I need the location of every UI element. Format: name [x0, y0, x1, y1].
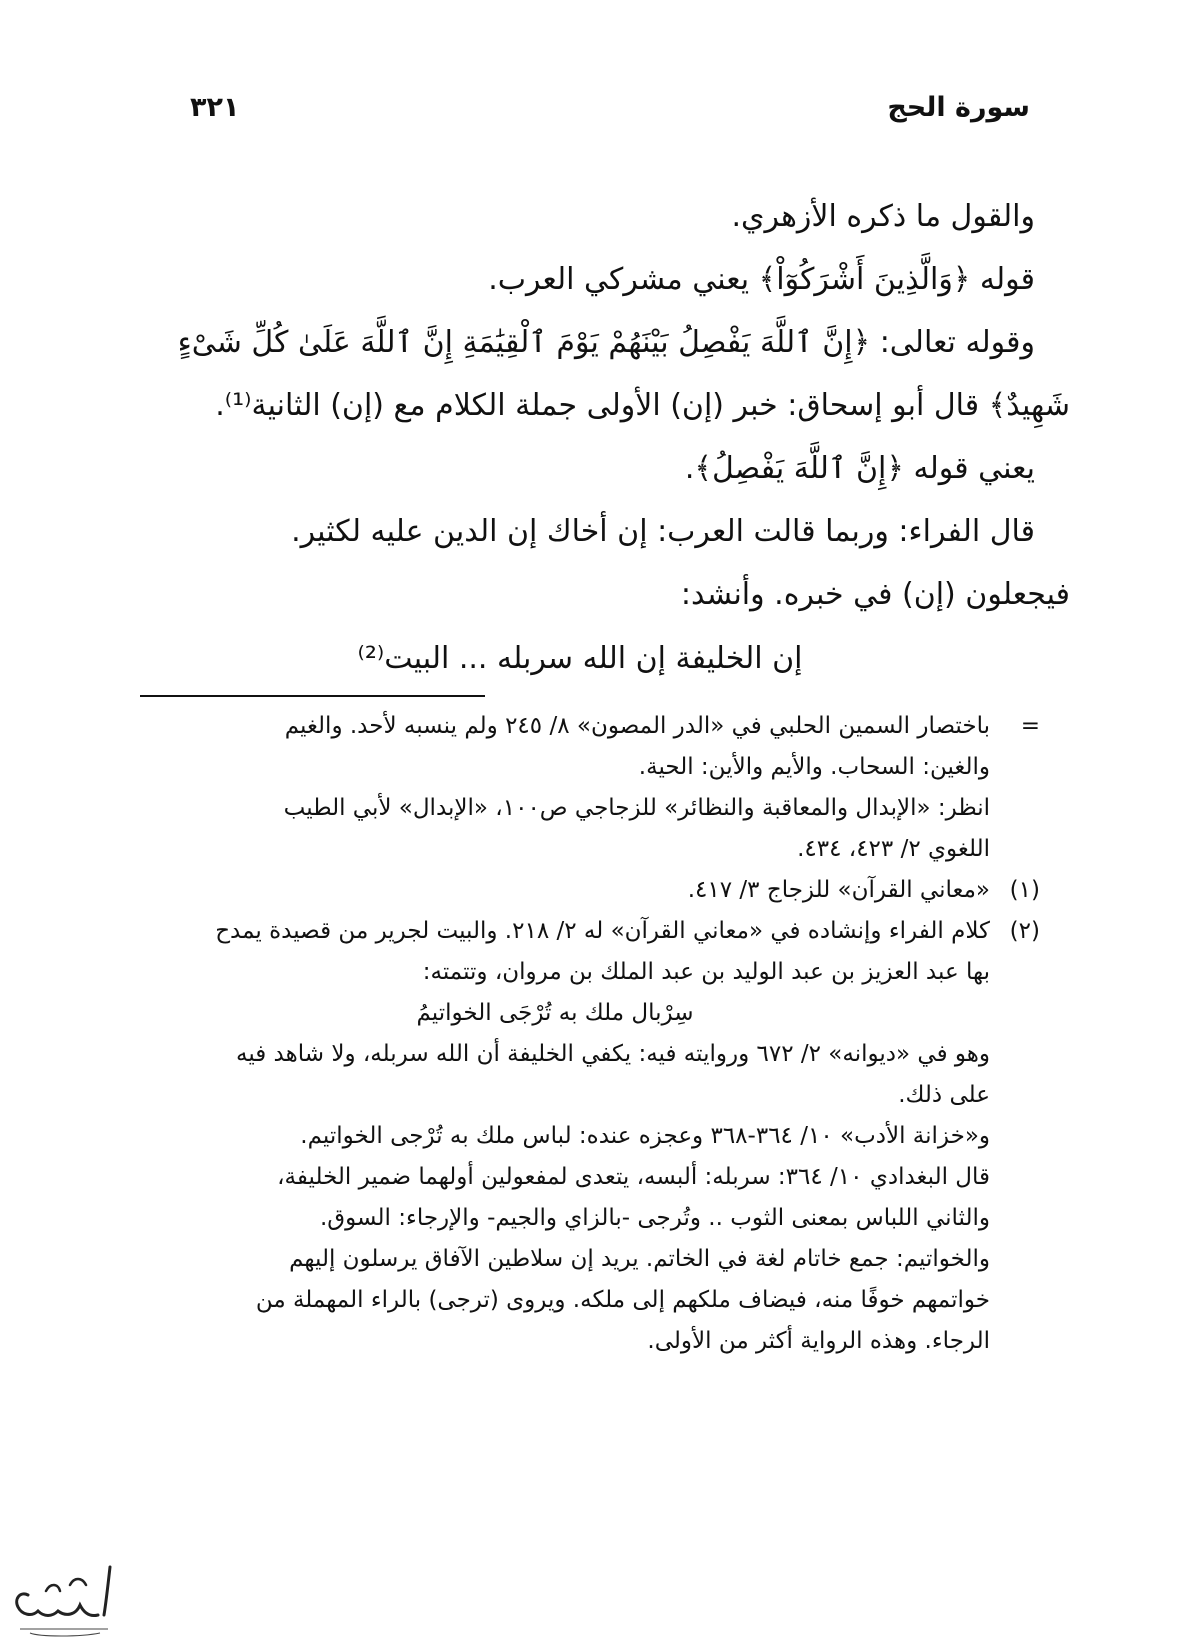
footnote-line: الرجاء. وهذه الرواية أكثر من الأولى.: [647, 1328, 990, 1354]
footnote-poem: سِرْبال ملك به تُرْجَى الخواتيمُ: [416, 1000, 694, 1026]
text-line: فيجعلون (إن) في خبره. وأنشد:: [680, 577, 1070, 612]
footnote-line: [120, 706, 1040, 747]
footnote-line: و«خزانة الأدب» ١٠/ ٣٦٤-٣٦٨ وعجزه عنده: لباس ملك به تُرْجى الخواتيم.: [300, 1123, 990, 1149]
footnote-number: (١): [1009, 877, 1040, 903]
footnote-line: والغين: السحاب. والأيم والأين: الحية.: [638, 754, 990, 780]
footnote-1: [120, 870, 1040, 911]
footnote-line: وهو في «ديوانه» ٢/ ٦٧٢ وروايته فيه: يكفي الخليفة أن الله سربله، ولا شاهد فيه: [235, 1041, 990, 1067]
text-line: شَهِيدٌ﴾ قال أبو إسحاق: خبر (إن) الأولى جملة الكلام مع (إن) الثانية⁽¹⁾.: [215, 388, 1070, 423]
text-line: قوله ﴿وَالَّذِينَ أَشْرَكُوٓاْ﴾ يعني مشركي العرب.: [488, 262, 1035, 297]
footnote-line: والخواتيم: جمع خاتام لغة في الخاتم. يريد إن سلاطين الآفاق يرسلون إليهم: [289, 1246, 990, 1272]
page-number: ٣٢١: [190, 92, 240, 123]
footnote-2: [120, 911, 1040, 952]
footnote-text: «معاني القرآن» للزجاج ٣/ ٤١٧.: [687, 877, 990, 903]
publisher-logo-icon: [0, 1555, 125, 1640]
chapter-title: سورة الحج: [887, 92, 1030, 123]
footnote-number: (٢): [1009, 918, 1040, 944]
footnote-line: قال البغدادي ١٠/ ٣٦٤: سربله: ألبسه، يتعدى لمفعولين أولهما ضمير الخليفة،: [277, 1164, 990, 1190]
footnote-line: بها عبد العزيز بن عبد الوليد بن عبد الملك بن مروان، وتتمته:: [422, 959, 990, 985]
text-line: وقوله تعالى: ﴿إِنَّ ٱللَّهَ يَفْصِلُ بَيْنَهُمْ يَوْمَ ٱلْقِيَٰمَةِ إِنَّ ٱللَّهَ عَلَىٰ كُلِّ شَىْءٍ: [177, 325, 1035, 360]
footnote-line: على ذلك.: [898, 1082, 990, 1108]
text-line: يعني قوله ﴿إِنَّ ٱللَّهَ يَفْصِلُ﴾.: [684, 451, 1035, 486]
continuation-mark: =: [1020, 713, 1040, 739]
footnote-text: كلام الفراء وإنشاده في «معاني القرآن» له ٢/ ٢١٨. والبيت لجرير من قصيدة يمدح: [215, 918, 990, 944]
text-line: والقول ما ذكره الأزهري.: [731, 199, 1035, 234]
footnotes: [120, 706, 1040, 1362]
text-line: قال الفراء: وربما قالت العرب: إن أخاك إن الدين عليه لكثير.: [291, 514, 1035, 549]
footnote-line: اللغوي ٢/ ٤٢٣، ٤٣٤.: [797, 836, 990, 862]
footnote-line: والثاني اللباس بمعنى الثوب .. وتُرجى -بالزاي والجيم- والإرجاء: السوق.: [319, 1205, 990, 1231]
poetry-verse: إن الخليفة إن الله سربله ... البيت⁽²⁾: [357, 641, 803, 676]
footnote-divider: [140, 695, 485, 697]
main-text: [125, 185, 1070, 692]
footnote-line: خواتمهم خوفًا منه، فيضاف ملكهم إلى ملكه. ويروى (ترجى) بالراء المهملة من: [255, 1287, 990, 1313]
footnote-line: انظر: «الإبدال والمعاقبة والنظائر» للزجاجي ص١٠٠، «الإبدال» لأبي الطيب: [283, 795, 990, 821]
footnote-text: باختصار السمين الحلبي في «الدر المصون» ٨/ ٢٤٥ ولم ينسبه لأحد. والغيم: [284, 713, 990, 739]
page-header: [190, 92, 1030, 136]
